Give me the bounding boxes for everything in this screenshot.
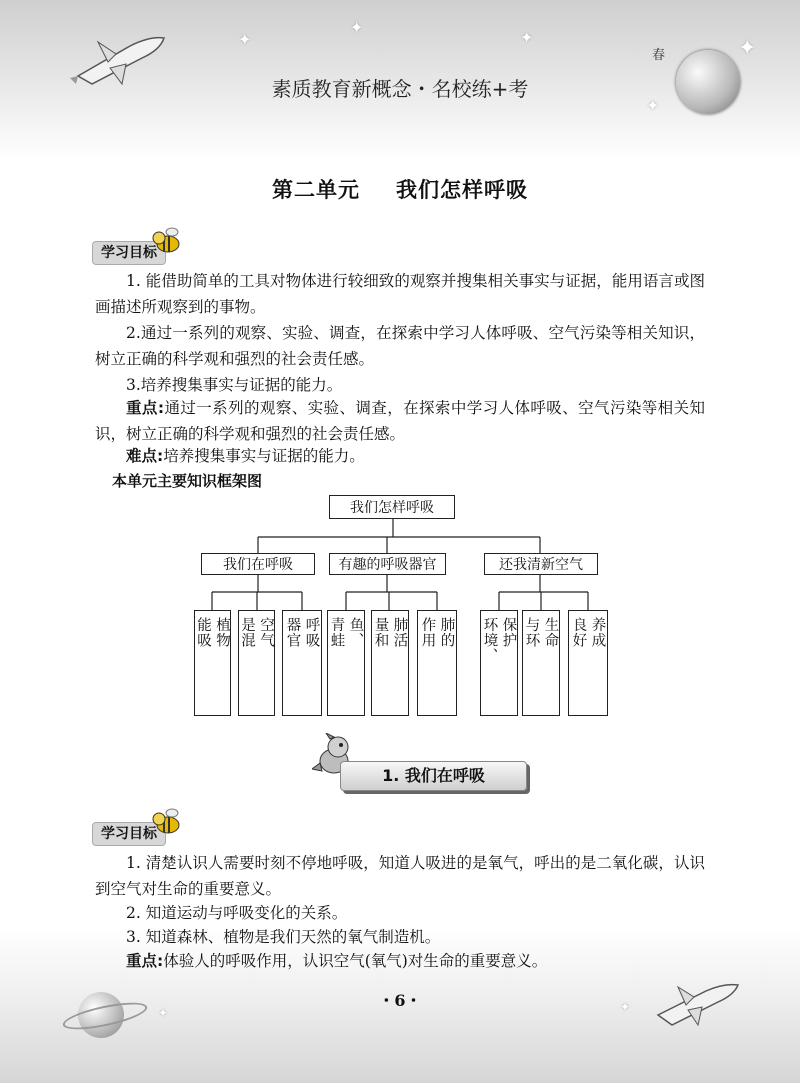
lesson-title-banner: 1. 我们在呼吸 (340, 761, 527, 791)
unit-goal-2: 2.通过一系列的观察、实验、调查，在探索中学习人体呼吸、空气污染等相关知识，树立正确的科学观和强烈的社会责任感。 (95, 324, 705, 368)
series-title: 素质教育新概念・名校练+考 (271, 77, 529, 101)
diagram-root: 我们怎样呼吸 (329, 495, 455, 519)
star-icon: ✦ (620, 1000, 631, 1014)
key-point-label: 重点: (126, 952, 164, 970)
diagram-leaf: 植物 能吸 (194, 610, 231, 716)
learning-goals-tag: 学习目标 (92, 822, 166, 846)
diagram-leaf: 呼吸 器官 (282, 610, 322, 716)
diagram-leaf: 肺活 量和 (371, 610, 409, 716)
diagram-leaf: 养成 良好 (568, 610, 608, 716)
diagram-leaf: 保护 环境、 (480, 610, 518, 716)
unit-goal-1: 1. 能借助简单的工具对物体进行较细致的观察并搜集相关事实与证据，能用语言或图画描述所观察到的事物。 (95, 272, 705, 316)
diagram-leaf: 空气 是混 (238, 610, 275, 716)
lesson-goal-3: 3. 知道森林、植物是我们天然的氧气制造机。 (126, 928, 441, 946)
lesson-goal-2: 2. 知道运动与呼吸变化的关系。 (126, 904, 348, 922)
unit-goal-3: 3.培养搜集事实与证据的能力。 (126, 376, 343, 394)
season-label: 春 (652, 48, 666, 63)
unit-name: 我们怎样呼吸 (396, 178, 528, 202)
lesson-key-point (95, 948, 705, 974)
lesson-goal-1: 1. 清楚认识人需要时刻不停地呼吸，知道人吸进的是氧气，呼出的是二氧化碳，认识到空气对生命的重要意义。 (95, 854, 705, 898)
learning-goals-tag: 学习目标 (92, 241, 166, 265)
diagram-leaf: 肺的 作用 (417, 610, 457, 716)
unit-difficulty (95, 443, 705, 469)
star-icon: ✦ (350, 18, 364, 37)
difficulty-text: 培养搜集事实与证据的能力。 (163, 447, 365, 465)
diagram-branch-2: 有趣的呼吸器官 (329, 553, 446, 575)
diagram-leaf: 生命 与环 (522, 610, 560, 716)
framework-heading: 本单元主要知识框架图 (112, 472, 263, 490)
diagram-leaf: 鱼、 青蛙 (327, 610, 365, 716)
star-icon: ✦ (158, 1006, 169, 1020)
unit-number: 第二单元 (272, 178, 360, 202)
difficulty-label: 难点: (126, 447, 164, 465)
diagram-branch-3: 还我清新空气 (484, 553, 598, 575)
unit-key-point (95, 395, 705, 447)
star-icon: ✦ (520, 28, 534, 47)
page-number: ・6・ (378, 991, 422, 1010)
star-icon: ✦ (646, 96, 660, 115)
star-icon: ✦ (238, 30, 252, 49)
key-point-text: 通过一系列的观察、实验、调查，在探索中学习人体呼吸、空气污染等相关知识，树立正确的科学观和强烈的社会责任感。 (95, 399, 705, 443)
unit-title (0, 174, 800, 204)
key-point-text: 体验人的呼吸作用，认识空气(氧气)对生命的重要意义。 (163, 952, 548, 970)
bee-icon (150, 805, 184, 839)
star-icon: ✦ (738, 36, 757, 61)
key-point-label: 重点: (126, 399, 165, 417)
diagram-branch-1: 我们在呼吸 (201, 553, 315, 575)
bee-icon (150, 224, 184, 258)
